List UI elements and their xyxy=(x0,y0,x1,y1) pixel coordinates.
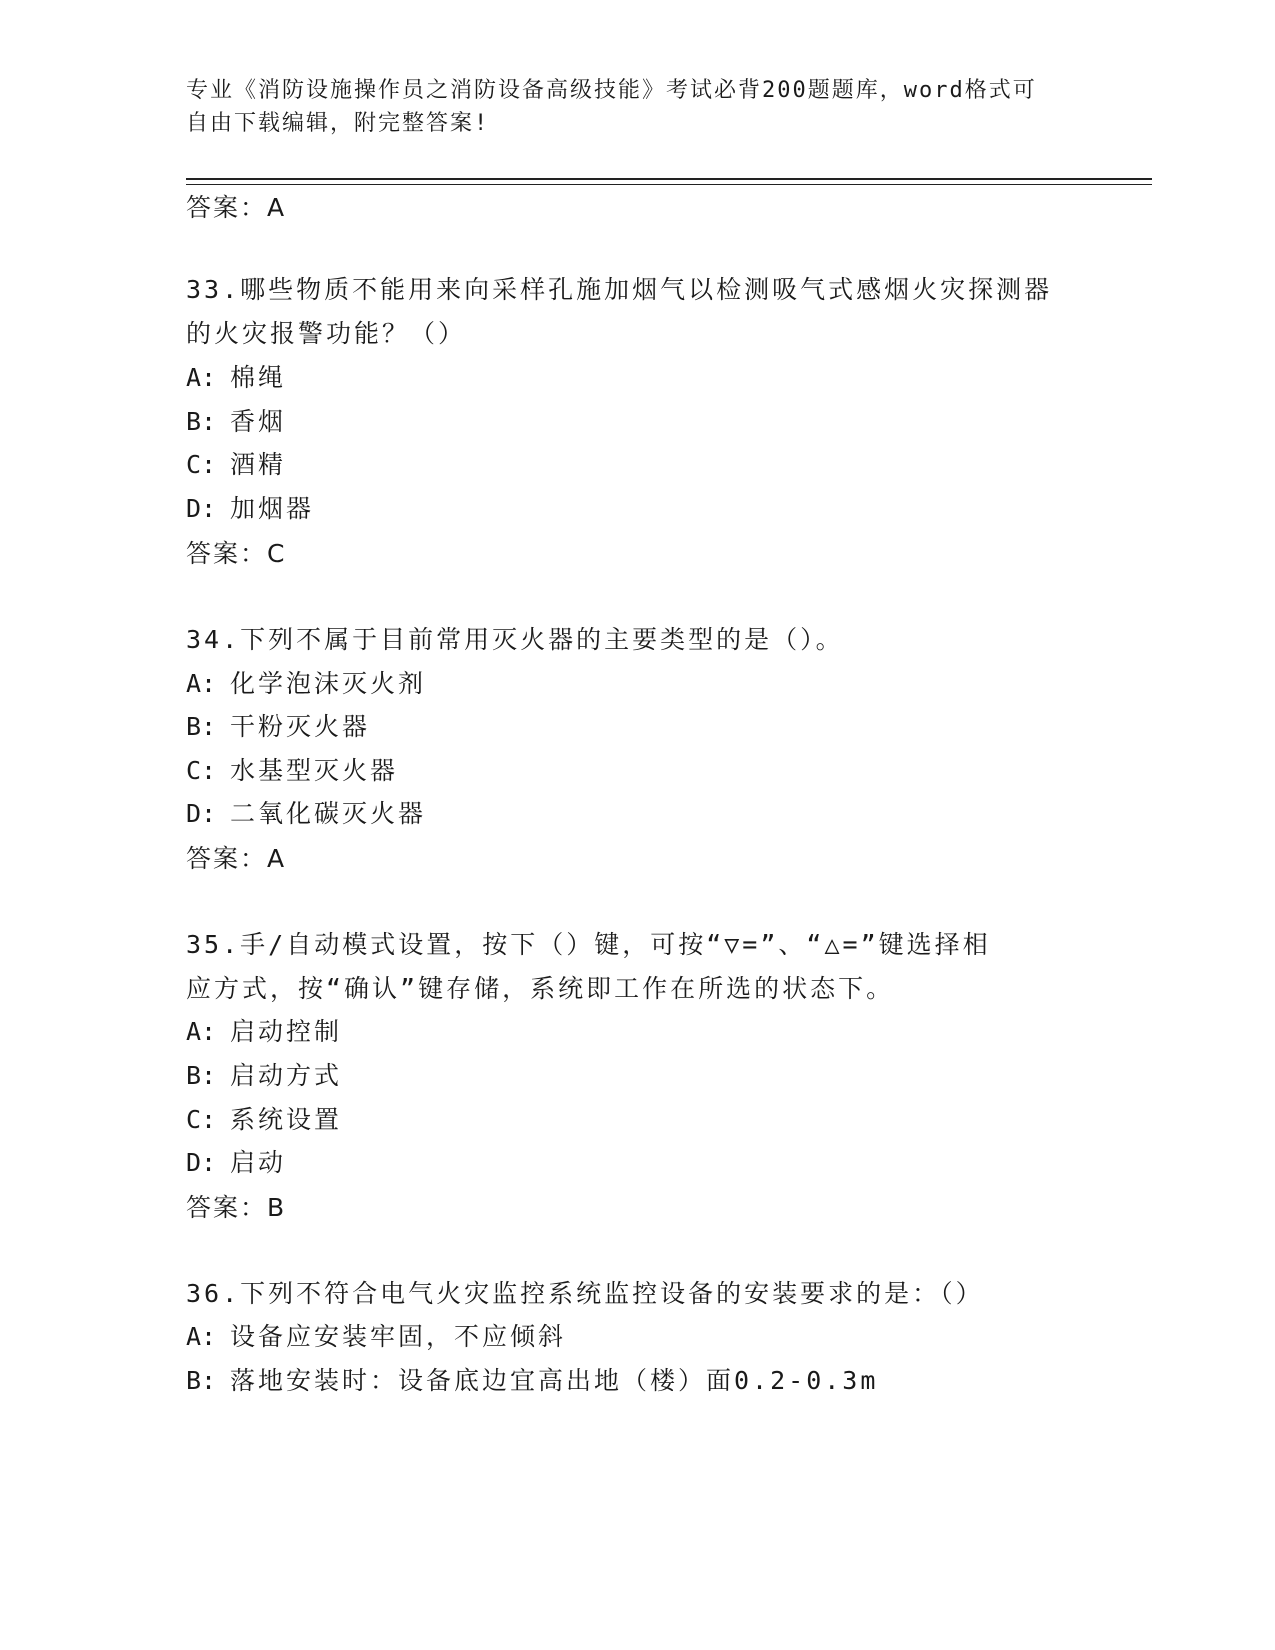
q33-option-d xyxy=(186,493,314,525)
answer-value: B xyxy=(267,1193,286,1222)
header-divider-thick xyxy=(186,178,1152,180)
option-text: 棉绳 xyxy=(230,363,287,392)
q34-option-d xyxy=(186,798,426,830)
option-text: 香烟 xyxy=(230,407,287,436)
option-text: 系统设置 xyxy=(230,1105,343,1134)
answer-value: A xyxy=(267,193,286,222)
q36-option-a xyxy=(186,1321,566,1353)
q34-option-c xyxy=(186,755,398,787)
question-36-line-1: 36.下列不符合电气火灾监控系统监控设备的安装要求的是：（） xyxy=(186,1279,984,1308)
option-text: 干粉灭火器 xyxy=(230,712,371,741)
answer-35 xyxy=(186,1192,285,1224)
header-line-1: 专业《消防设施操作员之消防设备高级技能》考试必背200题题库，word格式可 xyxy=(186,78,1037,103)
q35-option-c xyxy=(186,1104,342,1136)
q36-option-b xyxy=(186,1365,878,1397)
option-text: 酒精 xyxy=(230,450,287,479)
option-letter: A: xyxy=(186,1322,217,1351)
option-letter: B: xyxy=(186,407,217,436)
question-33-line-1: 33.哪些物质不能用来向采样孔施加烟气以检测吸气式感烟火灾探测器 xyxy=(186,275,1053,304)
option-letter: C: xyxy=(186,1105,217,1134)
option-text: 化学泡沫灭火剂 xyxy=(230,669,427,698)
document-header xyxy=(186,74,1066,140)
answer-label: 答案： xyxy=(186,1193,268,1222)
answer-label: 答案： xyxy=(186,844,268,873)
header-line-2: 自由下载编辑，附完整答案! xyxy=(186,111,490,136)
q34-option-b xyxy=(186,711,370,743)
answer-32 xyxy=(186,192,285,224)
option-text: 二氧化碳灭火器 xyxy=(230,799,427,828)
option-letter: B: xyxy=(186,1366,217,1395)
question-33-line-2: 的火灾报警功能？（） xyxy=(186,319,467,348)
q34-option-a xyxy=(186,668,426,700)
q33-option-b xyxy=(186,406,286,438)
option-letter: D: xyxy=(186,799,217,828)
option-letter: D: xyxy=(186,1148,217,1177)
q35-option-b xyxy=(186,1060,342,1092)
q33-option-a xyxy=(186,362,286,394)
option-letter: B: xyxy=(186,1061,217,1090)
option-text: 设备应安装牢固，不应倾斜 xyxy=(230,1322,567,1351)
question-35-line-2: 应方式，按“确认”键存储，系统即工作在所选的状态下。 xyxy=(186,974,895,1003)
option-letter: D: xyxy=(186,494,217,523)
answer-label: 答案： xyxy=(186,539,268,568)
answer-33 xyxy=(186,538,285,570)
question-34-line-1: 34.下列不属于目前常用灭火器的主要类型的是（）。 xyxy=(186,625,844,654)
option-text: 水基型灭火器 xyxy=(230,756,399,785)
option-letter: C: xyxy=(186,450,217,479)
header-divider-thin xyxy=(186,184,1152,185)
option-text: 启动控制 xyxy=(230,1017,343,1046)
option-text: 加烟器 xyxy=(230,494,315,523)
option-letter: A: xyxy=(186,363,217,392)
option-letter: C: xyxy=(186,756,217,785)
option-text: 启动 xyxy=(230,1148,287,1177)
answer-value: A xyxy=(267,844,286,873)
q35-option-a xyxy=(186,1016,342,1048)
option-text: 启动方式 xyxy=(230,1061,343,1090)
option-text: 落地安装时：设备底边宜高出地（楼）面0.2-0.3m xyxy=(230,1366,879,1395)
answer-value: C xyxy=(267,539,286,568)
question-35-line-1: 35.手/自动模式设置，按下（）键，可按“▽=”、“△=”键选择相 xyxy=(186,930,991,959)
q33-option-c xyxy=(186,449,286,481)
q35-option-d xyxy=(186,1147,286,1179)
option-letter: A: xyxy=(186,669,217,698)
option-letter: A: xyxy=(186,1017,217,1046)
answer-34 xyxy=(186,843,285,875)
option-letter: B: xyxy=(186,712,217,741)
answer-label: 答案： xyxy=(186,193,268,222)
